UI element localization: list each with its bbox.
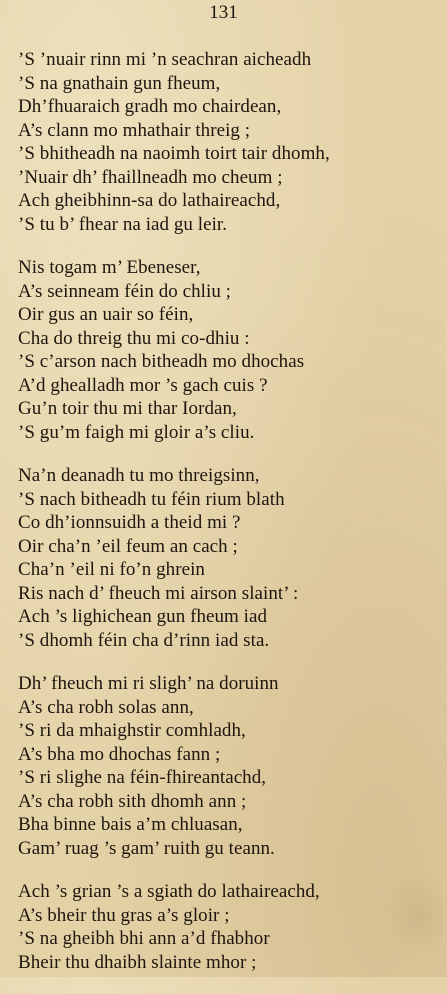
stanza-1 bbox=[18, 48, 443, 236]
poem-line: Cha do threig thu mi co-dhiu : bbox=[18, 327, 250, 349]
stanza-4 bbox=[18, 672, 443, 860]
poem-line: ’S nach bitheadh tu féin rium blath bbox=[18, 488, 285, 510]
poem-line: Dh’fhuaraich gradh mo chairdean, bbox=[18, 96, 282, 117]
poem-line: ’S c’arson nach bitheadh mo dhochas bbox=[18, 351, 305, 372]
poem-line: A’s cha robh solas ann, bbox=[18, 696, 194, 718]
poem-line: A’s seinneam féin do chliu ; bbox=[18, 280, 231, 302]
poem-line: ’S na gheibh bhi ann a’d fhabhor bbox=[18, 928, 270, 949]
poem-line: Gam’ ruag ’s gam’ ruith gu teann. bbox=[18, 837, 275, 859]
poem-line: Cha’n ’eil ni fo’n ghrein bbox=[18, 559, 205, 580]
poem-line: ’S dhomh féin cha d’rinn iad sta. bbox=[18, 629, 270, 651]
poem-line: Ach gheibhinn-sa do lathaireachd, bbox=[18, 190, 281, 211]
poem-line: ’S ’nuair rinn mi ’n seachran aicheadh bbox=[18, 49, 312, 70]
poem-line: Bheir thu dhaibh slainte mhor ; bbox=[18, 951, 257, 973]
poem-line: A’s bha mo dhochas fann ; bbox=[18, 743, 221, 765]
page-number: 131 bbox=[209, 2, 238, 23]
poem-line: Nis togam m’ Ebeneser, bbox=[18, 257, 201, 278]
poem-line: A’d ghealladh mor ’s gach cuis ? bbox=[18, 374, 268, 396]
poem-line: Co dh’ionnsuidh a theid mi ? bbox=[18, 512, 241, 533]
poem-line: Oir cha’n ’eil feum an cach ; bbox=[18, 535, 238, 557]
poem-line: ’S bhitheadh na naoimh toirt tair dhomh, bbox=[18, 143, 330, 164]
poem-line: Oir gus an uair so féin, bbox=[18, 304, 194, 325]
stanza-5 bbox=[18, 880, 443, 974]
poem-line: Ris nach d’ fheuch mi airson slaint’ : bbox=[18, 582, 299, 604]
show-through-shadow bbox=[383, 870, 443, 960]
poem-line: ’S ri da mhaighstir comhladh, bbox=[18, 720, 246, 741]
poem-line: Dh’ fheuch mi ri sligh’ na doruinn bbox=[18, 673, 279, 694]
poem-line: Gu’n toir thu mi thar Iordan, bbox=[18, 398, 237, 419]
poem-line: ’Nuair dh’ fhaillneadh mo cheum ; bbox=[18, 166, 283, 188]
poem-line: Na’n deanadh tu mo threigsinn, bbox=[18, 465, 260, 486]
poem bbox=[18, 48, 443, 994]
poem-line: Ach ’s lighichean gun fheum iad bbox=[18, 606, 268, 627]
stanza-2 bbox=[18, 256, 443, 444]
stanza-3 bbox=[18, 464, 443, 652]
poem-line: A’s cha robh sith dhomh ann ; bbox=[18, 790, 247, 812]
poem-line: Bha binne bais a’m chluasan, bbox=[18, 814, 243, 835]
poem-line: Ach ’s grian ’s a sgiath do lathaireachd, bbox=[18, 881, 320, 902]
poem-line: A’s bheir thu gras a’s gloir ; bbox=[18, 904, 230, 926]
poem-line: ’S ri slighe na féin-fhireantachd, bbox=[18, 767, 267, 788]
poem-line: A’s clann mo mhathair threig ; bbox=[18, 119, 251, 141]
poem-line: ’S gu’m faigh mi gloir a’s cliu. bbox=[18, 421, 255, 443]
poem-line: ’S na gnathain gun fheum, bbox=[18, 72, 221, 94]
poem-line: ’S tu b’ fhear na iad gu leir. bbox=[18, 213, 228, 235]
